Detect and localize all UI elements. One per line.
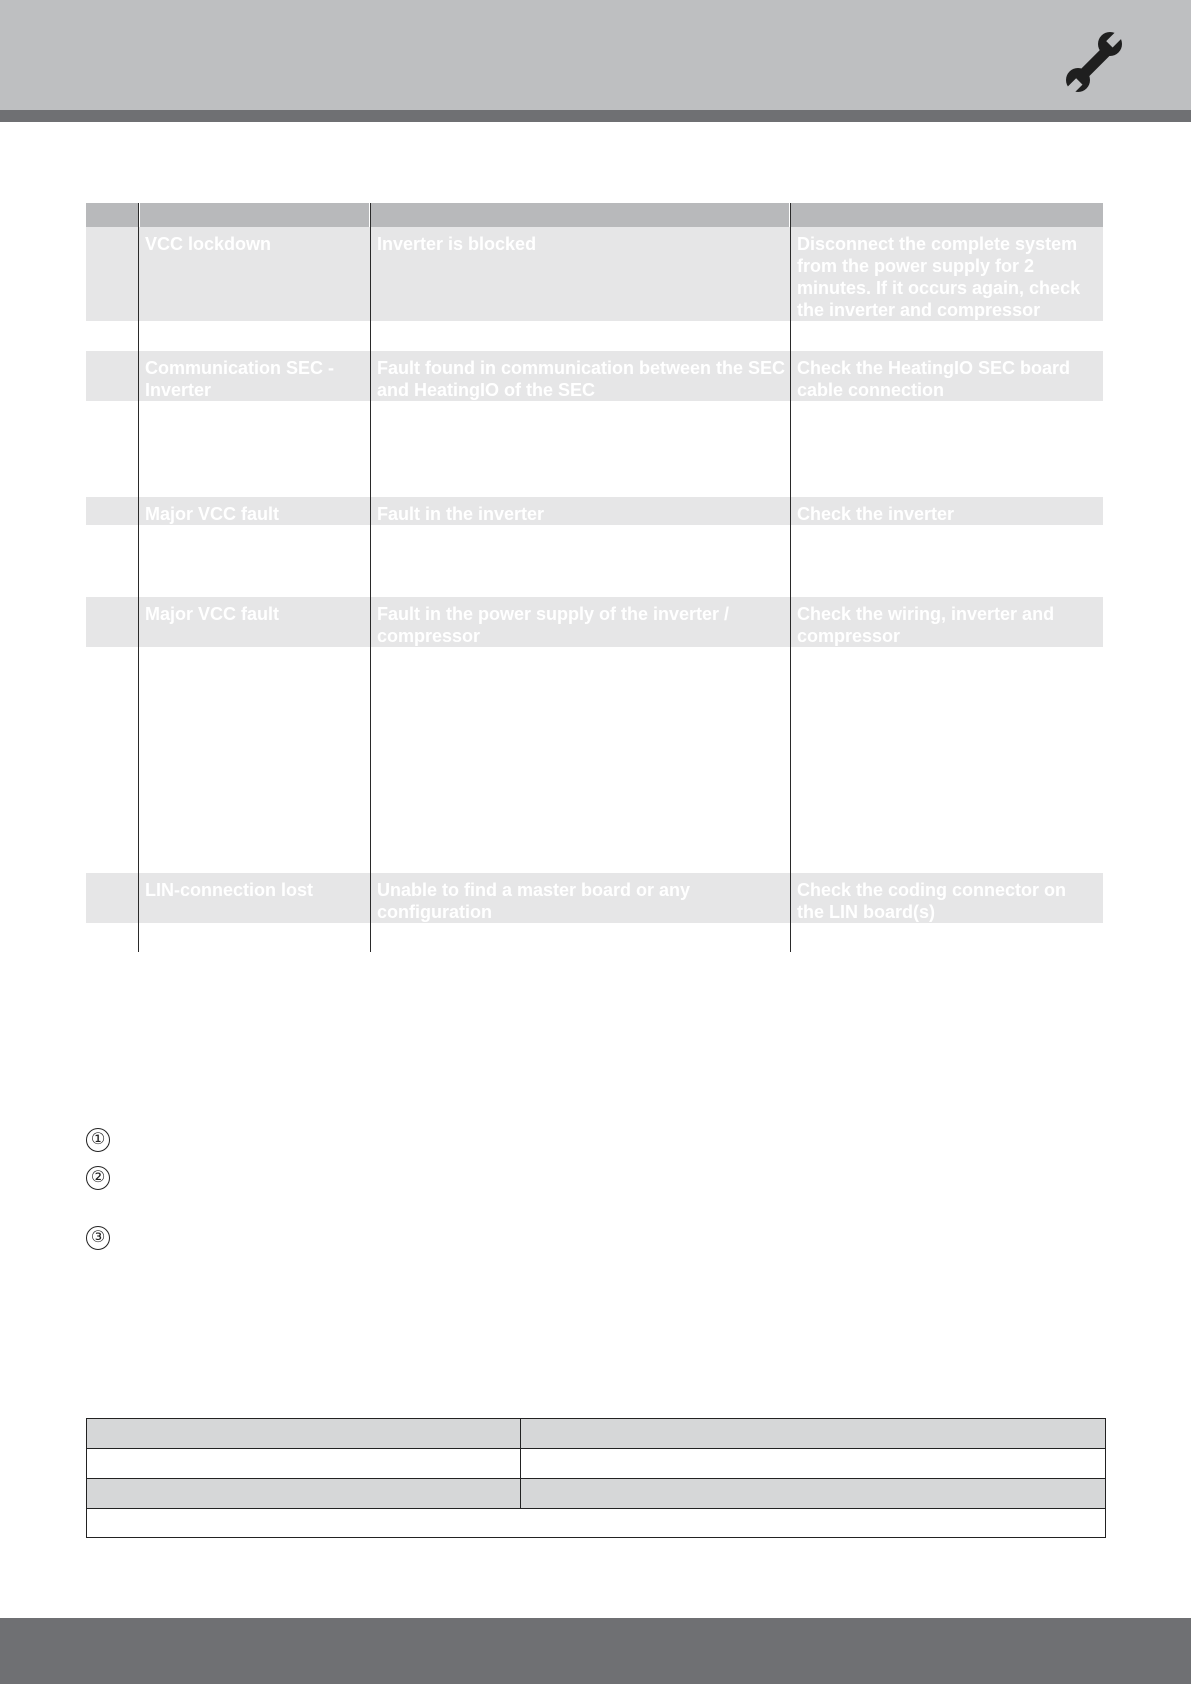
table-row [87,1419,1105,1449]
step-marker-1: ① [86,1128,110,1152]
error-action: Check the HeatingIO SEC board cable connection [797,358,1071,400]
column-divider [370,203,371,952]
header-stripe [0,110,1191,122]
column-divider [520,1419,521,1509]
error-cause: Fault in the power supply of the inverter / compressor [377,604,730,646]
column-divider [790,203,791,952]
step-marker-2: ② [86,1166,110,1190]
error-name: Major VCC fault [145,604,280,624]
error-name: VCC lockdown [145,234,272,254]
wrench-icon [1058,22,1138,102]
info-table [86,1418,1106,1538]
error-action: Check the wiring, inverter and compressor [797,604,1055,646]
table-header-row [86,203,1103,227]
error-name: Major VCC fault [145,504,280,524]
error-action: Check the inverter [797,504,955,524]
table-row [87,1449,1105,1479]
error-cause: Unable to find a master board or any configuration [377,880,691,922]
error-action: Check the coding connector on the LIN board(s) [797,880,1067,922]
error-name: Communication SEC - Inverter [145,358,335,400]
column-divider [138,203,139,952]
error-cause: Inverter is blocked [377,234,537,254]
error-code-table [86,203,1103,952]
table-row [87,1479,1105,1509]
footer-band [0,1618,1191,1684]
header-band [0,0,1191,110]
table-row [86,497,1103,525]
table-row [86,873,1103,923]
error-cause: Fault found in communication between the SEC and HeatingIO of the SEC [377,358,786,400]
error-cause: Fault in the inverter [377,504,545,524]
step-marker-3: ③ [86,1226,110,1250]
table-row [86,597,1103,647]
table-row [86,227,1103,321]
error-action: Disconnect the complete system from the power supply for 2 minutes. If it occurs again, check the inverter and compressor [797,234,1081,320]
table-row [86,351,1103,401]
error-name: LIN-connection lost [145,880,313,900]
